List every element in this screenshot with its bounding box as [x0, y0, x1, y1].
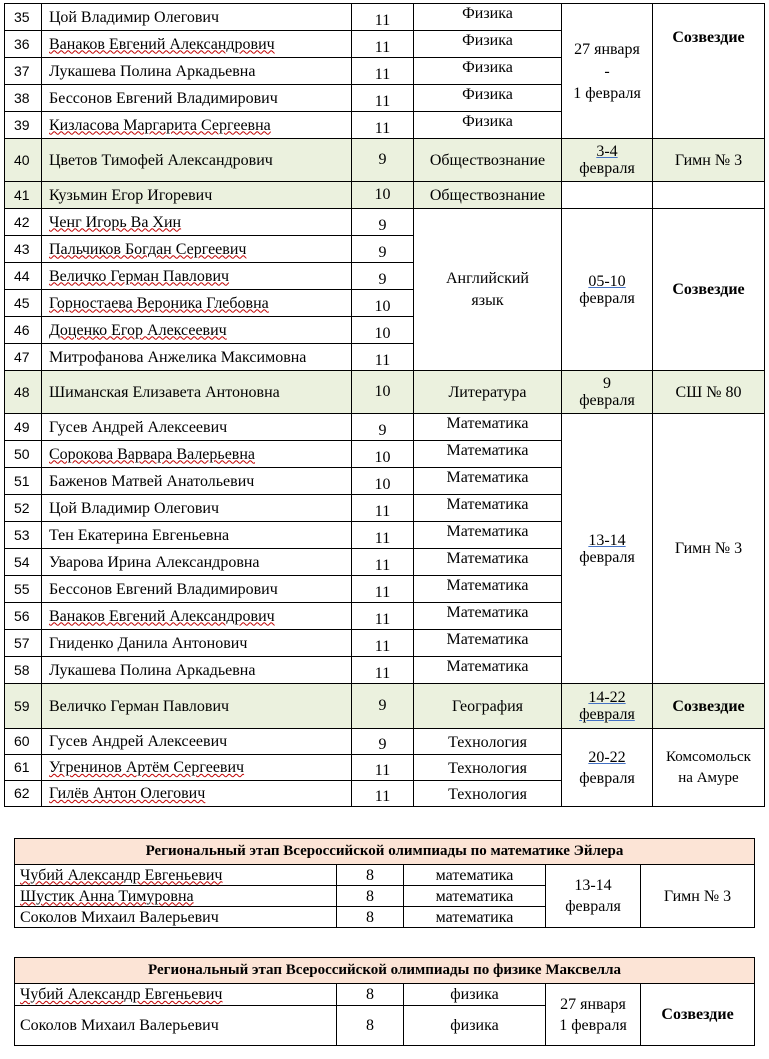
subject-cell: физика [404, 984, 546, 1006]
euler-olympiad-table [14, 838, 755, 928]
venue-cell: СШ № 80 [653, 371, 765, 414]
grade-cell: 11 [352, 58, 414, 85]
subject-cell: Математика [414, 576, 562, 603]
venue-line: Комсомольск [666, 748, 751, 765]
row-number: 49 [5, 414, 42, 441]
grade-cell: 10 [352, 468, 414, 495]
student-name-text: Доценко Егор Алексеевич [49, 321, 227, 339]
grade-cell: 11 [352, 576, 414, 603]
row-number: 37 [5, 58, 42, 85]
row-number: 61 [5, 755, 42, 781]
table-row [15, 865, 755, 886]
grade-cell: 10 [352, 371, 414, 414]
date-line: февраля [579, 548, 635, 566]
row-number: 44 [5, 263, 42, 290]
student-name [42, 317, 352, 344]
student-name: Гусев Андрей Алексеевич [42, 414, 352, 441]
grade-cell: 9 [352, 209, 414, 236]
row-number: 59 [5, 684, 42, 729]
grade-cell: 8 [337, 1006, 404, 1046]
row-number: 50 [5, 441, 42, 468]
row-number: 42 [5, 209, 42, 236]
grade-cell: 11 [352, 603, 414, 630]
row-number: 48 [5, 371, 42, 414]
row-number: 41 [5, 182, 42, 209]
student-name: Шиманская Елизавета Антоновна [42, 371, 352, 414]
subject-cell: География [414, 684, 562, 729]
student-name-text: Шустик Анна Тимуровна [20, 887, 194, 905]
subject-cell: Математика [414, 657, 562, 684]
subject-cell: физика [404, 1006, 546, 1046]
student-name [42, 441, 352, 468]
grade-cell: 10 [352, 441, 414, 468]
student-name: Гниденко Данила Антонович [42, 630, 352, 657]
subject-line: язык [471, 291, 504, 309]
student-name [42, 290, 352, 317]
table-row [5, 684, 765, 729]
table-row [5, 182, 765, 209]
student-name-text: Угренинов Артём Сергеевич [49, 759, 245, 776]
student-name: Митрофанова Анжелика Максимовна [42, 344, 352, 371]
subject-cell: математика [404, 907, 546, 928]
student-name [15, 865, 337, 886]
subject-cell: математика [404, 865, 546, 886]
date-line: 3-4 [596, 143, 618, 160]
table-row [5, 4, 765, 31]
subject-cell: Математика [414, 549, 562, 576]
table-row [5, 209, 765, 236]
date-line: 14-22 [588, 689, 626, 706]
subject-cell: Обществознание [414, 139, 562, 182]
date-line: - [604, 62, 610, 80]
student-name [42, 209, 352, 236]
venue-cell: Созвездие [653, 4, 765, 139]
subject-cell: Физика [414, 4, 562, 31]
row-number: 46 [5, 317, 42, 344]
empty-cell [562, 182, 653, 209]
row-number: 43 [5, 236, 42, 263]
grade-cell: 8 [337, 907, 404, 928]
grade-cell: 11 [352, 112, 414, 139]
table-header-row [15, 839, 755, 865]
grade-cell: 9 [352, 729, 414, 755]
subject-cell: Математика [414, 468, 562, 495]
student-name: Соколов Михаил Валерьевич [15, 907, 337, 928]
grade-cell: 11 [352, 495, 414, 522]
row-number: 38 [5, 85, 42, 112]
student-name [42, 263, 352, 290]
date-cell [562, 139, 653, 182]
student-name: Цветов Тимофей Александрович [42, 139, 352, 182]
subject-cell: Математика [414, 414, 562, 441]
student-name: Уварова Ирина Александровна [42, 549, 352, 576]
grade-cell: 11 [352, 755, 414, 781]
student-name [42, 112, 352, 139]
row-number: 40 [5, 139, 42, 182]
date-line: 9 [603, 375, 611, 392]
row-number: 57 [5, 630, 42, 657]
date-line: февраля [579, 392, 635, 409]
grade-cell: 11 [352, 657, 414, 684]
date-line: 05-10 [588, 272, 626, 290]
subject-cell [414, 209, 562, 371]
student-name-text: Сорокова Варвара Валерьевна [49, 445, 256, 463]
subject-cell: Математика [414, 522, 562, 549]
date-line: февраля [579, 706, 635, 723]
subject-cell: Математика [414, 495, 562, 522]
subject-cell: Физика [414, 112, 562, 139]
grade-cell: 9 [352, 263, 414, 290]
table-row [15, 984, 755, 1006]
date-line: февраля [579, 160, 635, 177]
subject-cell: Технология [414, 781, 562, 807]
section-title: Региональный этап Всероссийской олимпиады по физике Максвелла [15, 958, 755, 984]
date-cell [546, 865, 641, 928]
grade-cell: 8 [337, 886, 404, 907]
venue-cell: Созвездие [641, 984, 755, 1046]
subject-cell: математика [404, 886, 546, 907]
date-cell [562, 371, 653, 414]
student-name: Цой Владимир Олегович [42, 495, 352, 522]
student-name-text: Ванаков Евгений Александрович [49, 607, 275, 625]
student-name: Гусев Андрей Алексеевич [42, 729, 352, 755]
subject-cell: Математика [414, 603, 562, 630]
subject-cell: Литература [414, 371, 562, 414]
venue-cell: Гимн № 3 [641, 865, 755, 928]
empty-cell [653, 182, 765, 209]
date-cell [562, 209, 653, 371]
venue-line: на Амуре [678, 769, 739, 786]
date-line: 13-14 [588, 531, 626, 549]
subject-cell: Физика [414, 85, 562, 112]
grade-cell: 11 [352, 4, 414, 31]
row-number: 62 [5, 781, 42, 807]
date-cell [562, 414, 653, 684]
subject-cell: Обществознание [414, 182, 562, 209]
grade-cell: 11 [352, 344, 414, 371]
student-name: Тен Екатерина Евгеньевна [42, 522, 352, 549]
row-number: 54 [5, 549, 42, 576]
grade-cell: 10 [352, 317, 414, 344]
grade-cell: 10 [352, 290, 414, 317]
subject-cell: Физика [414, 31, 562, 58]
subject-cell: Математика [414, 630, 562, 657]
date-line: 20-22 [588, 748, 626, 766]
student-name: Лукашева Полина Аркадьевна [42, 657, 352, 684]
student-name [42, 236, 352, 263]
student-name: Бессонов Евгений Владимирович [42, 85, 352, 112]
row-number: 58 [5, 657, 42, 684]
section-title: Региональный этап Всероссийской олимпиады по математике Эйлера [15, 839, 755, 865]
table-row [5, 414, 765, 441]
date-line: 27 января [560, 995, 626, 1013]
venue-cell: Созвездие [653, 209, 765, 371]
date-cell [562, 4, 653, 139]
student-name-text: Чубий Александр Евгеньевич [20, 986, 223, 1003]
table-row [5, 729, 765, 755]
date-cell [562, 729, 653, 807]
olympiad-participants-table [4, 3, 765, 807]
student-name: Бессонов Евгений Владимирович [42, 576, 352, 603]
student-name-text: Ченг Игорь Ва Хин [49, 213, 182, 231]
row-number: 36 [5, 31, 42, 58]
row-number: 53 [5, 522, 42, 549]
row-number: 39 [5, 112, 42, 139]
date-line: февраля [579, 769, 635, 787]
date-line: 13-14 [574, 877, 612, 894]
date-line: февраля [579, 289, 635, 307]
student-name [42, 781, 352, 807]
row-number: 55 [5, 576, 42, 603]
table-row [5, 371, 765, 414]
student-name-text: Гилёв Антон Олегович [49, 785, 206, 802]
date-cell [546, 984, 641, 1046]
student-name: Величко Герман Павлович [42, 684, 352, 729]
subject-cell: Математика [414, 441, 562, 468]
venue-cell [653, 729, 765, 807]
grade-cell: 11 [352, 85, 414, 112]
grade-cell: 11 [352, 31, 414, 58]
venue-cell: Гимн № 3 [653, 139, 765, 182]
student-name [15, 886, 337, 907]
subject-line: Английский [446, 269, 529, 287]
grade-cell: 8 [337, 865, 404, 886]
subject-cell: Технология [414, 755, 562, 781]
row-number: 52 [5, 495, 42, 522]
student-name: Соколов Михаил Валерьевич [15, 1006, 337, 1046]
student-name-text: Пальчиков Богдан Сергеевич [49, 240, 247, 258]
row-number: 47 [5, 344, 42, 371]
table-header-row [15, 958, 755, 984]
date-line: 27 января [574, 40, 640, 58]
student-name-text: Величко Герман Павлович [49, 267, 230, 285]
grade-cell: 11 [352, 522, 414, 549]
grade-cell: 11 [352, 549, 414, 576]
grade-cell: 11 [352, 630, 414, 657]
grade-cell: 11 [352, 781, 414, 807]
table-row [5, 139, 765, 182]
student-name: Баженов Матвей Анатольевич [42, 468, 352, 495]
student-name-text: Чубий Александр Евгеньевич [20, 866, 223, 884]
student-name-text: Горностаева Вероника Глебовна [49, 294, 269, 312]
venue-cell: Созвездие [653, 684, 765, 729]
grade-cell: 10 [352, 182, 414, 209]
subject-cell: Технология [414, 729, 562, 755]
row-number: 35 [5, 4, 42, 31]
grade-cell: 9 [352, 414, 414, 441]
student-name: Кузьмин Егор Игоревич [42, 182, 352, 209]
date-line: 1 февраля [559, 1016, 627, 1034]
grade-cell: 9 [352, 139, 414, 182]
date-line: февраля [565, 898, 621, 915]
grade-cell: 8 [337, 984, 404, 1006]
row-number: 56 [5, 603, 42, 630]
row-number: 51 [5, 468, 42, 495]
student-name [42, 603, 352, 630]
student-name: Лукашева Полина Аркадьевна [42, 58, 352, 85]
student-name: Цой Владимир Олегович [42, 4, 352, 31]
grade-cell: 9 [352, 236, 414, 263]
date-line: 1 февраля [573, 84, 641, 102]
maxwell-olympiad-table [14, 957, 755, 1046]
subject-cell: Физика [414, 58, 562, 85]
grade-cell: 9 [352, 684, 414, 729]
row-number: 45 [5, 290, 42, 317]
venue-cell: Гимн № 3 [653, 414, 765, 684]
student-name [42, 31, 352, 58]
student-name [42, 755, 352, 781]
row-number: 60 [5, 729, 42, 755]
student-name [15, 984, 337, 1006]
student-name-text: Ванаков Евгений Александрович [49, 35, 275, 53]
date-cell [562, 684, 653, 729]
student-name-text: Кизласова Маргарита Сергеевна [49, 116, 271, 134]
